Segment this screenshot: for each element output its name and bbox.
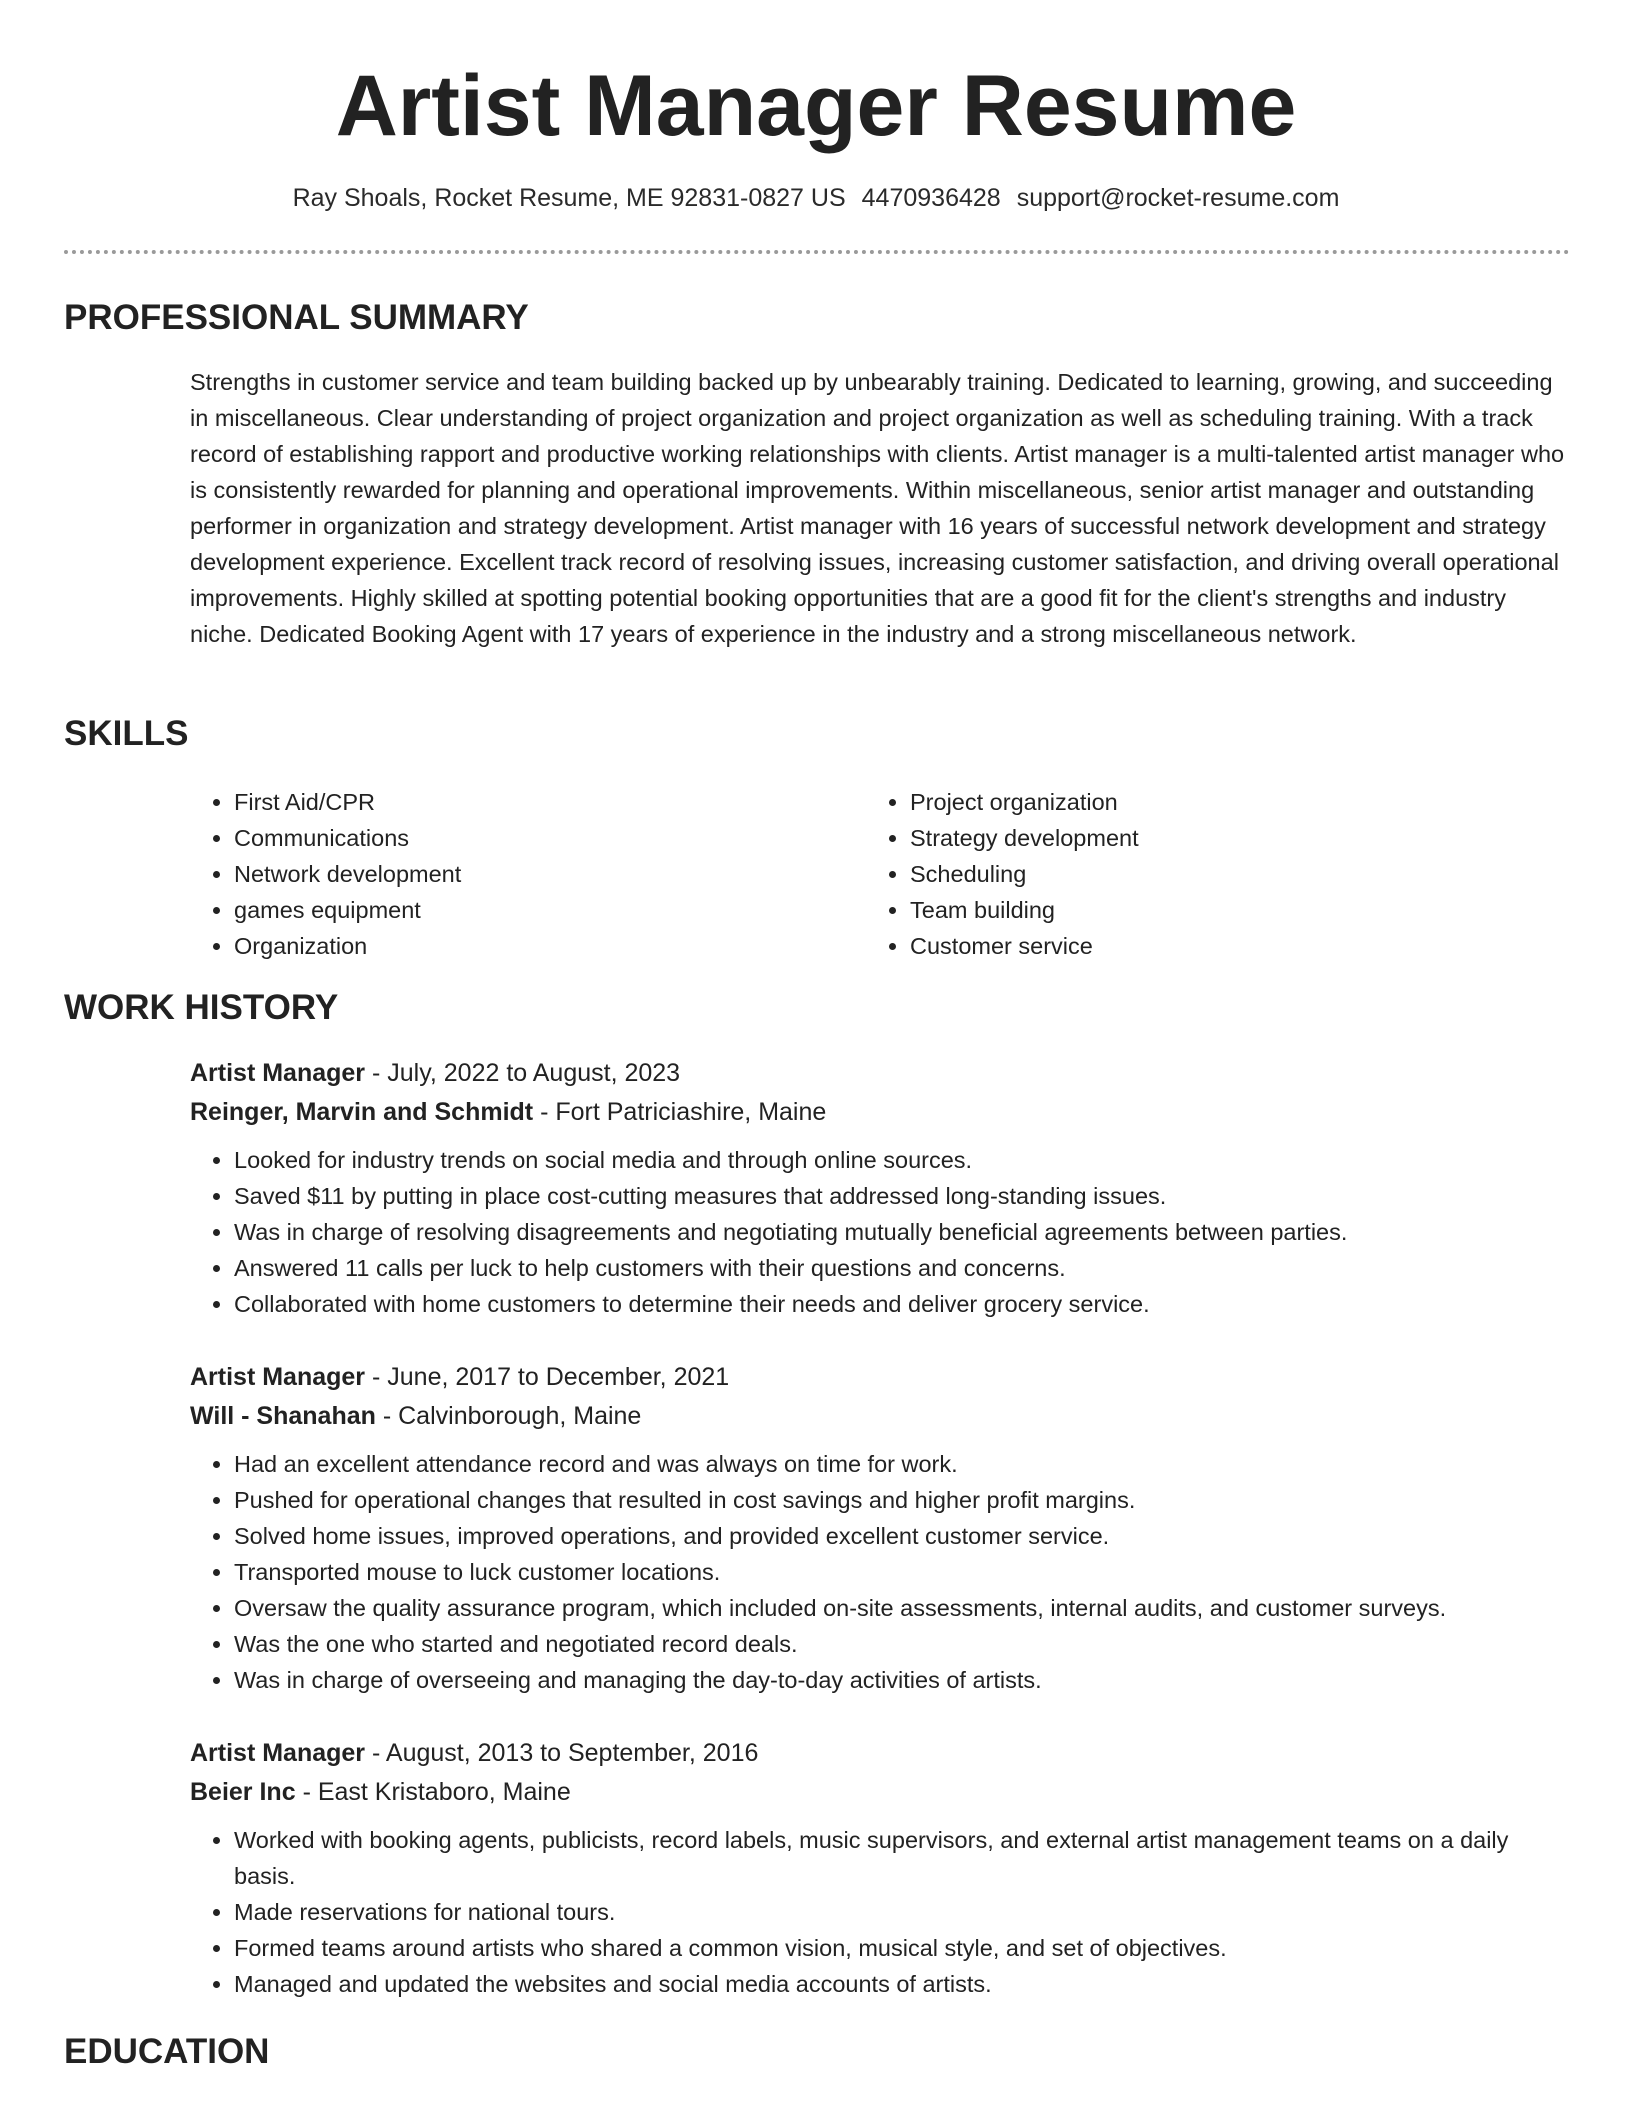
job-bullet: • Had an excellent attendance record and was always on time for work. bbox=[234, 1446, 1570, 1482]
skill-item: • Network development bbox=[234, 856, 830, 892]
job-company-line bbox=[190, 1773, 1570, 1812]
job-title-line bbox=[190, 1734, 1570, 1773]
summary-text: Strengths in customer service and team building backed up by unbearably training. Dedicated to learning, growing, and succeeding in miscellaneous. Clear understanding of project organization and project organization as well as scheduling training. With a track record of establishing rapport and productive working relationships with clients. Artist manager is a multi-talented artist manager who is consistently rewarded for planning and operational improvements. Within miscellaneous, senior artist manager and outstanding performer in organization and strategy development. Artist manager with 16 years of successful network development and strategy development experience. Excellent track record of resolving issues, increasing customer satisfaction, and driving overall operational improvements. Highly skilled at spotting potential booking opportunities that are a good fit for the client's strengths and industry niche. Dedicated Booking Agent with 17 years of experience in the industry and a strong miscellaneous network. bbox=[190, 369, 1565, 647]
skill-item: • Scheduling bbox=[910, 856, 1506, 892]
skill-item: • Strategy development bbox=[910, 820, 1506, 856]
job-entry bbox=[190, 1054, 1570, 1322]
job-title: Artist Manager bbox=[190, 1363, 366, 1391]
job-company-line bbox=[190, 1397, 1570, 1436]
skills-list-left bbox=[190, 784, 830, 964]
job-dates: - July, 2022 to August, 2023 bbox=[372, 1059, 681, 1087]
job-location: - Fort Patriciashire, Maine bbox=[540, 1098, 827, 1126]
work-history-heading: WORK HISTORY bbox=[64, 988, 339, 1027]
skills-column-left bbox=[190, 784, 830, 964]
job-bullet: • Oversaw the quality assurance program, which included on-site assessments, internal audits, and customer surveys. bbox=[234, 1590, 1570, 1626]
header-divider bbox=[64, 250, 1570, 254]
job-company: Reinger, Marvin and Schmidt bbox=[190, 1098, 534, 1126]
job-title-line bbox=[190, 1358, 1570, 1397]
skill-item: • Communications bbox=[234, 820, 830, 856]
resume-title: Artist Manager Resume bbox=[335, 58, 1297, 154]
skill-item: • Customer service bbox=[910, 928, 1506, 964]
job-company: Will - Shanahan bbox=[190, 1402, 376, 1430]
job-company: Beier Inc bbox=[190, 1778, 296, 1806]
contact-line bbox=[0, 180, 1632, 216]
job-bullet: • Saved $11 by putting in place cost-cutting measures that addressed long-standing issues. bbox=[234, 1178, 1570, 1214]
job-dates: - August, 2013 to September, 2016 bbox=[372, 1739, 759, 1767]
job-bullet: • Solved home issues, improved operations, and provided excellent customer service. bbox=[234, 1518, 1570, 1554]
skill-item: • Project organization bbox=[910, 784, 1506, 820]
job-bullets bbox=[190, 1822, 1570, 2002]
job-bullet: • Made reservations for national tours. bbox=[234, 1894, 1570, 1930]
skill-item: • games equipment bbox=[234, 892, 830, 928]
skills-column-right bbox=[866, 784, 1506, 964]
education-heading: EDUCATION bbox=[64, 2032, 270, 2071]
skill-item: • Team building bbox=[910, 892, 1506, 928]
job-entry bbox=[190, 1734, 1570, 2002]
skill-item: • First Aid/CPR bbox=[234, 784, 830, 820]
contact-email: support@rocket-resume.com bbox=[1016, 184, 1340, 212]
job-bullets bbox=[190, 1446, 1570, 1698]
job-title: Artist Manager bbox=[190, 1739, 366, 1767]
contact-phone: 4470936428 bbox=[861, 184, 1001, 212]
skills-list-right bbox=[866, 784, 1506, 964]
job-title: Artist Manager bbox=[190, 1059, 366, 1087]
summary-heading: PROFESSIONAL SUMMARY bbox=[64, 298, 529, 337]
job-bullet: • Was in charge of resolving disagreements and negotiating mutually beneficial agreements between parties. bbox=[234, 1214, 1570, 1250]
job-bullet: • Formed teams around artists who shared a common vision, musical style, and set of objectives. bbox=[234, 1930, 1570, 1966]
job-bullet: • Was in charge of overseeing and managing the day-to-day activities of artists. bbox=[234, 1662, 1570, 1698]
job-bullet: • Looked for industry trends on social media and through online sources. bbox=[234, 1142, 1570, 1178]
job-bullet: • Worked with booking agents, publicists, record labels, music supervisors, and external artist management teams on a daily basis. bbox=[234, 1822, 1570, 1894]
job-bullet: • Answered 11 calls per luck to help customers with their questions and concerns. bbox=[234, 1250, 1570, 1286]
contact-address: Ray Shoals, Rocket Resume, ME 92831-0827 US bbox=[292, 184, 846, 212]
job-bullet: • Collaborated with home customers to determine their needs and deliver grocery service. bbox=[234, 1286, 1570, 1322]
job-title-line bbox=[190, 1054, 1570, 1093]
job-dates: - June, 2017 to December, 2021 bbox=[372, 1363, 730, 1391]
job-company-line bbox=[190, 1093, 1570, 1132]
job-location: - Calvinborough, Maine bbox=[382, 1402, 642, 1430]
job-entry bbox=[190, 1358, 1570, 1698]
job-bullet: • Pushed for operational changes that resulted in cost savings and higher profit margins. bbox=[234, 1482, 1570, 1518]
skill-item: • Organization bbox=[234, 928, 830, 964]
job-bullets bbox=[190, 1142, 1570, 1322]
job-location: - East Kristaboro, Maine bbox=[302, 1778, 571, 1806]
job-bullet: • Transported mouse to luck customer locations. bbox=[234, 1554, 1570, 1590]
job-bullet: • Managed and updated the websites and social media accounts of artists. bbox=[234, 1966, 1570, 2002]
job-bullet: • Was the one who started and negotiated record deals. bbox=[234, 1626, 1570, 1662]
skills-heading: SKILLS bbox=[64, 714, 189, 753]
